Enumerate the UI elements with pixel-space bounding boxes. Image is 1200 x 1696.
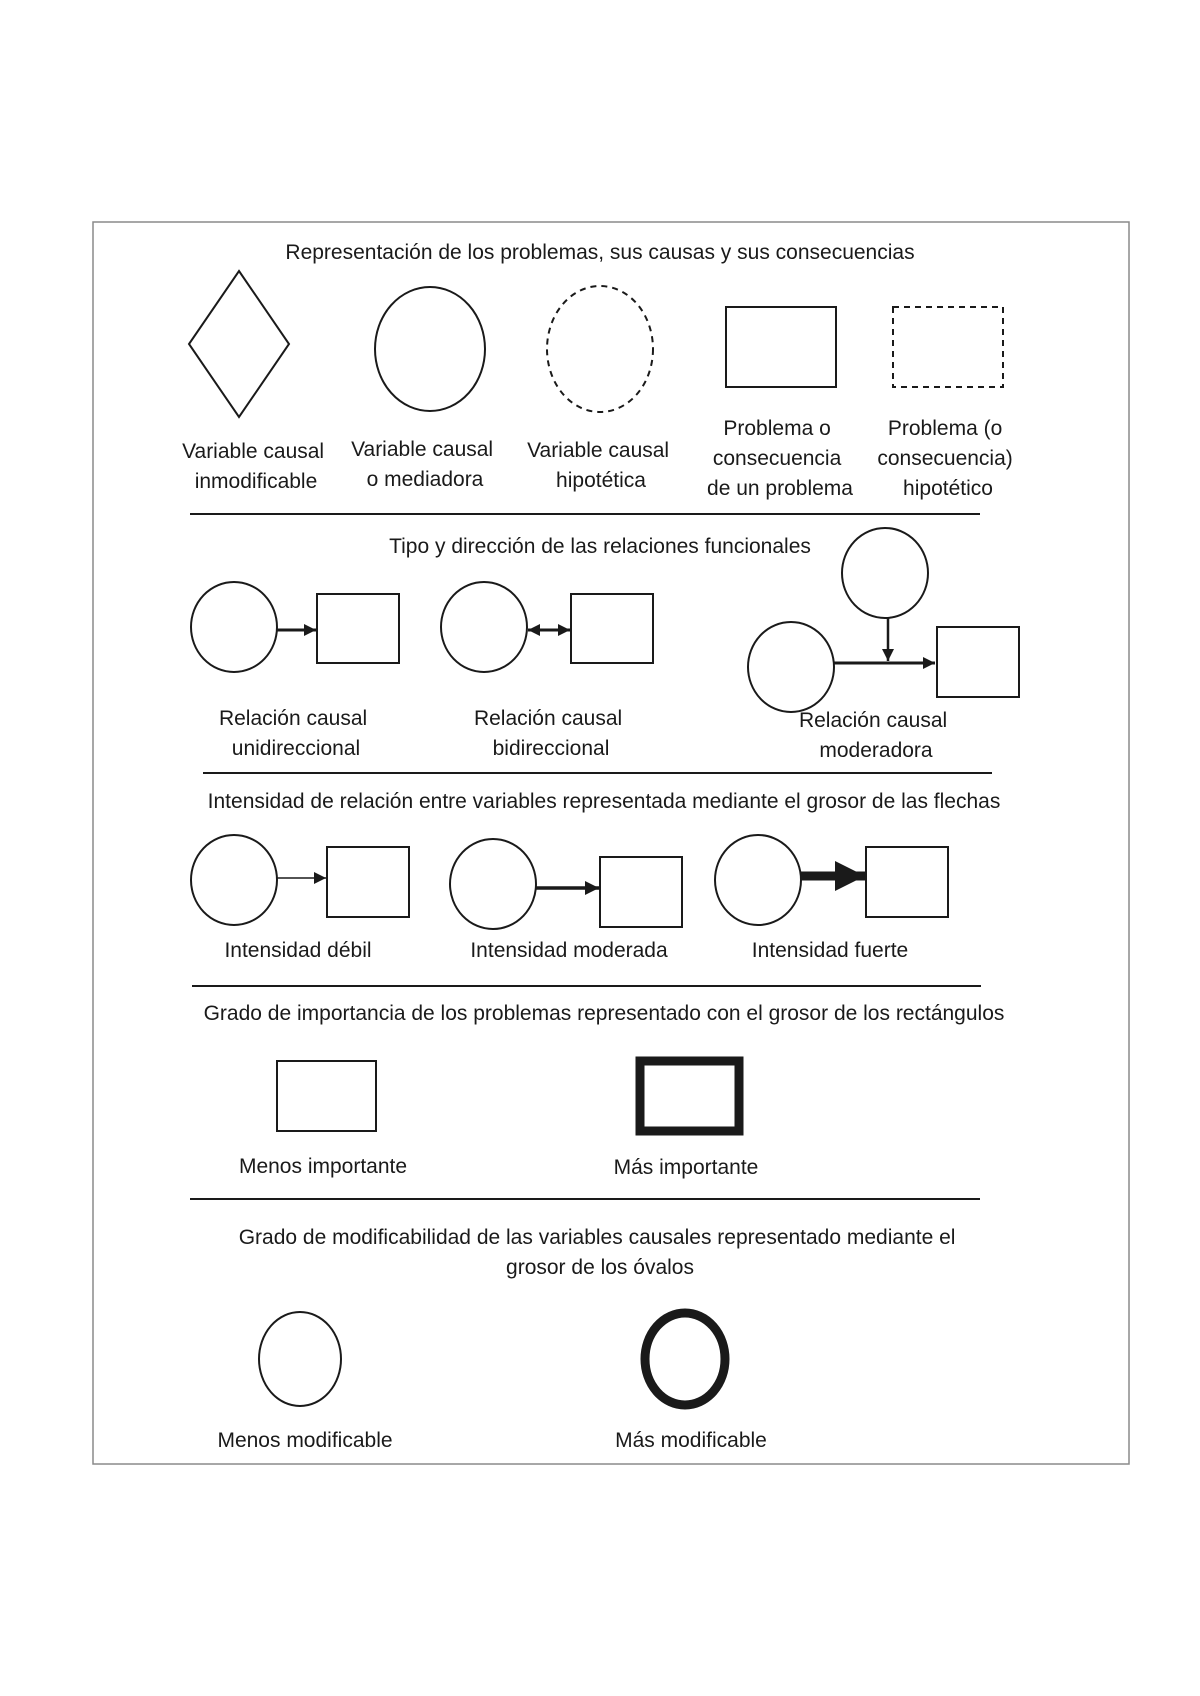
label-variable-causal-inmodificable: Variable causal inmodificable bbox=[182, 440, 325, 493]
thin-rectangle-icon bbox=[277, 1061, 376, 1131]
label-bidireccional: Relación causal bidireccional bbox=[473, 707, 623, 760]
problem-rectangle bbox=[317, 594, 399, 663]
label-intensidad-fuerte: Intensidad fuerte bbox=[751, 939, 909, 962]
label-menos-modificable: Menos modificable bbox=[217, 1429, 393, 1452]
section-title: Tipo y dirección de las relaciones funcionales bbox=[389, 535, 811, 558]
label-problema-consecuencia: Problema o consecuencia de un problema bbox=[707, 417, 853, 500]
label-problema-hipotetico: Problema (o consecuencia) hipotético bbox=[877, 417, 1013, 500]
section-representation bbox=[182, 241, 1019, 500]
thick-rectangle-icon bbox=[640, 1061, 739, 1131]
dashed-circle-icon bbox=[547, 286, 653, 412]
label-intensidad-moderada: Intensidad moderada bbox=[470, 939, 668, 962]
section-title: Grado de modificabilidad de las variables causales representado mediante el grosor de los óvalos bbox=[238, 1226, 956, 1279]
thin-oval-icon bbox=[259, 1312, 341, 1406]
causal-variable-circle bbox=[191, 582, 277, 672]
diamond-icon bbox=[189, 271, 289, 417]
label-mas-modificable: Más modificable bbox=[615, 1429, 767, 1452]
causal-variable-circle bbox=[450, 839, 536, 929]
problem-rectangle bbox=[571, 594, 653, 663]
label-unidireccional: Relación causal unidireccional bbox=[218, 707, 368, 760]
moderator-circle bbox=[842, 528, 928, 618]
label-mas-importante: Más importante bbox=[613, 1156, 759, 1179]
section-modifiability bbox=[217, 1226, 961, 1452]
label-intensidad-debil: Intensidad débil bbox=[224, 939, 372, 962]
problem-rectangle bbox=[937, 627, 1019, 697]
problem-rectangle bbox=[866, 847, 948, 917]
causal-variable-circle bbox=[715, 835, 801, 925]
label-variable-causal-mediadora: Variable causal o mediadora bbox=[351, 438, 494, 491]
causal-variable-circle bbox=[441, 582, 527, 672]
thick-oval-icon bbox=[645, 1313, 725, 1405]
section-relations bbox=[191, 528, 1019, 762]
section-title: Grado de importancia de los problemas representado con el grosor de los rectángulos bbox=[203, 1002, 1005, 1025]
label-moderadora: Relación causal moderadora bbox=[798, 709, 948, 762]
causal-variable-circle bbox=[748, 622, 834, 712]
problem-rectangle bbox=[600, 857, 682, 927]
causal-variable-circle bbox=[191, 835, 277, 925]
label-variable-causal-hipotetica: Variable causal hipotética bbox=[527, 439, 670, 492]
rectangle-icon bbox=[726, 307, 836, 387]
label-menos-importante: Menos importante bbox=[238, 1155, 408, 1178]
circle-icon bbox=[375, 287, 485, 411]
section-title: Representación de los problemas, sus causas y sus consecuencias bbox=[285, 241, 915, 264]
section-importance bbox=[204, 1002, 1005, 1179]
section-intensity bbox=[191, 790, 1000, 962]
section-title: Intensidad de relación entre variables representada mediante el grosor de las flechas bbox=[207, 790, 1001, 813]
dashed-rectangle-icon bbox=[893, 307, 1003, 387]
problem-rectangle bbox=[327, 847, 409, 917]
